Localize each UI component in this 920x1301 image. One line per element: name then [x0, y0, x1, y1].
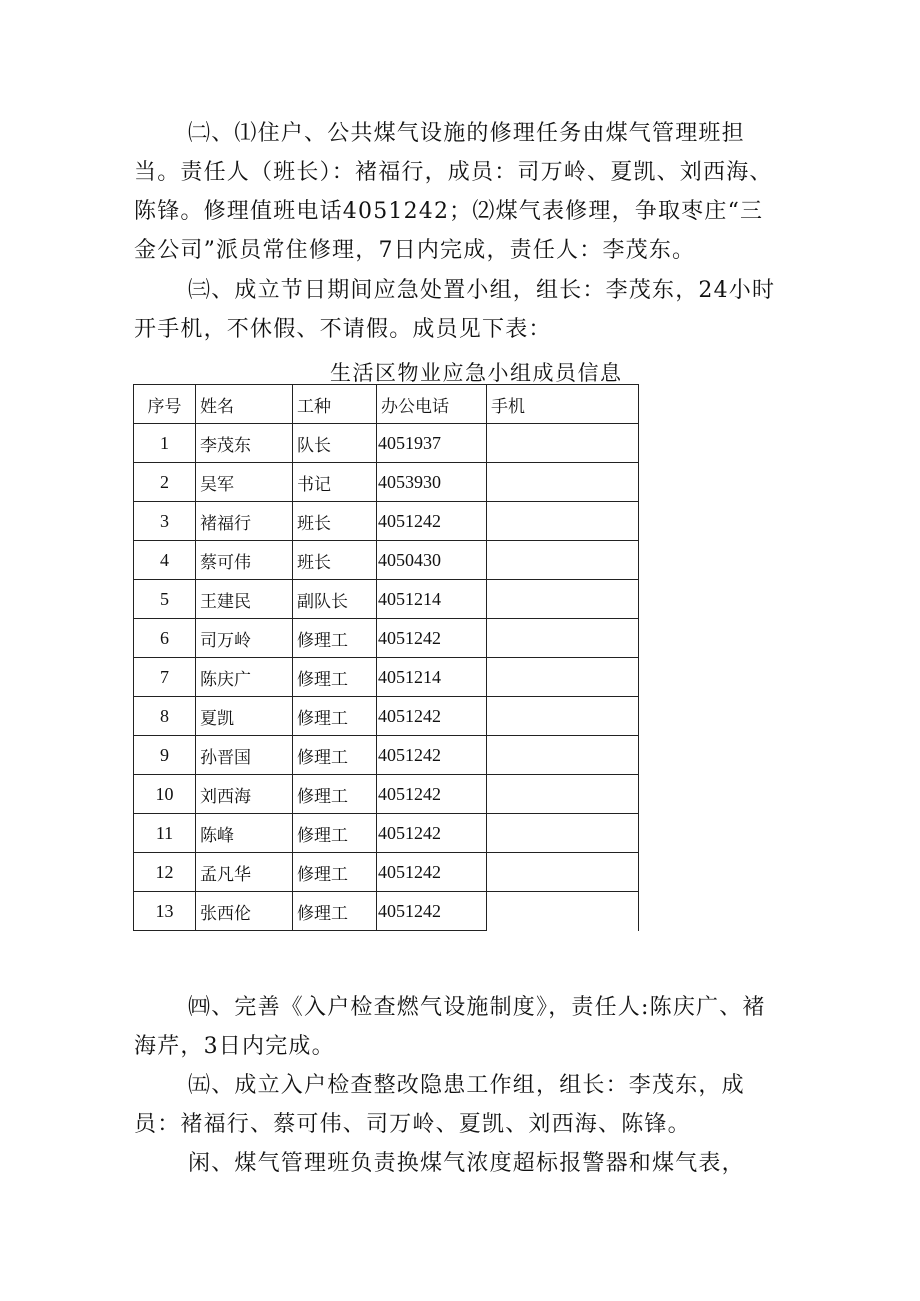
cell-mobile: [487, 502, 639, 541]
cell-mobile: [487, 736, 639, 775]
cell-office-phone: 4051937: [377, 424, 487, 463]
cell-job: 班长: [293, 541, 377, 580]
table-row: [134, 463, 639, 502]
cell-office-phone: 4051214: [377, 658, 487, 697]
cell-name: 吴军: [196, 463, 293, 502]
cell-num: 11: [134, 814, 196, 853]
cell-job: 修理工: [293, 892, 377, 931]
cell-name: 孟凡华: [196, 853, 293, 892]
cell-mobile: [487, 541, 639, 580]
cell-num: 7: [134, 658, 196, 697]
cell-name: 陈峰: [196, 814, 293, 853]
cell-num: 13: [134, 892, 196, 931]
cell-mobile: [487, 697, 639, 736]
cell-name: 陈庆广: [196, 658, 293, 697]
header-mobile: 手机: [487, 385, 639, 424]
cell-num: 10: [134, 775, 196, 814]
cell-office-phone: 4051242: [377, 853, 487, 892]
cell-mobile: [487, 580, 639, 619]
cell-mobile: [487, 853, 639, 892]
cell-job: 修理工: [293, 814, 377, 853]
table-row: [134, 658, 639, 697]
cell-name: 褚福行: [196, 502, 293, 541]
table-row: [134, 736, 639, 775]
cell-num: 6: [134, 619, 196, 658]
members-table: [133, 384, 639, 931]
table-row: [134, 697, 639, 736]
cell-mobile: [487, 658, 639, 697]
cell-job: 修理工: [293, 736, 377, 775]
cell-name: 蔡可伟: [196, 541, 293, 580]
table-row: [134, 580, 639, 619]
table-row: [134, 814, 639, 853]
table-row: [134, 619, 639, 658]
table-row: [134, 775, 639, 814]
cell-mobile: [487, 814, 639, 853]
cell-office-phone: 4053930: [377, 463, 487, 502]
cell-job: 修理工: [293, 697, 377, 736]
header-office-phone: 办公电话: [377, 385, 487, 424]
cell-job: 班长: [293, 502, 377, 541]
cell-office-phone: 4051242: [377, 775, 487, 814]
header-job: 工种: [293, 385, 377, 424]
cell-mobile: [487, 463, 639, 502]
cell-mobile: [487, 775, 639, 814]
cell-office-phone: 4051242: [377, 814, 487, 853]
cell-mobile: [487, 892, 639, 931]
cell-name: 司万岭: [196, 619, 293, 658]
cell-mobile: [487, 619, 639, 658]
cell-name: 张西伦: [196, 892, 293, 931]
cell-mobile: [487, 424, 639, 463]
cell-num: 9: [134, 736, 196, 775]
cell-name: 刘西海: [196, 775, 293, 814]
cell-num: 4: [134, 541, 196, 580]
cell-num: 3: [134, 502, 196, 541]
cell-name: 李茂东: [196, 424, 293, 463]
header-name: 姓名: [196, 385, 293, 424]
cell-num: 8: [134, 697, 196, 736]
table-title: 生活区物业应急小组成员信息: [330, 361, 623, 385]
table-row: [134, 892, 639, 931]
table-row: [134, 424, 639, 463]
cell-office-phone: 4051242: [377, 736, 487, 775]
table-body: [134, 424, 639, 931]
cell-office-phone: 4050430: [377, 541, 487, 580]
cell-job: 队长: [293, 424, 377, 463]
paragraph-5: ㈤、成立入户检查整改隐患工作组，组长：李茂东，成员：褚福行、蔡可伟、司万岭、夏凯、刘西海、陈锋。: [134, 1073, 745, 1137]
cell-name: 王建民: [196, 580, 293, 619]
cell-office-phone: 4051242: [377, 619, 487, 658]
cell-job: 修理工: [293, 853, 377, 892]
cell-office-phone: 4051242: [377, 892, 487, 931]
table-header-row: [134, 385, 639, 424]
cell-name: 孙晋国: [196, 736, 293, 775]
cell-job: 修理工: [293, 658, 377, 697]
table-row: [134, 541, 639, 580]
paragraph-3: ㈢、成立节日期间应急处置小组，组长：李茂东，24小时开手机，不休假、不请假。成员见下表：: [134, 278, 776, 342]
cell-office-phone: 4051242: [377, 697, 487, 736]
paragraph-6: 闲、煤气管理班负责换煤气浓度超标报警器和煤气表，: [188, 1151, 745, 1176]
cell-job: 修理工: [293, 619, 377, 658]
paragraph-4: ㈣、完善《入户检查燃气设施制度》，责任人:陈庆广、褚海芹，3日内完成。: [134, 995, 766, 1059]
cell-num: 2: [134, 463, 196, 502]
cell-job: 书记: [293, 463, 377, 502]
cell-office-phone: 4051214: [377, 580, 487, 619]
header-num: 序号: [134, 385, 196, 424]
cell-job: 副队长: [293, 580, 377, 619]
cell-num: 1: [134, 424, 196, 463]
paragraph-2: ㈡、⑴住户、公共煤气设施的修理任务由煤气管理班担当。责任人（班长）：褚福行，成员：司万岭、夏凯、刘西海、陈锋。修理值班电话4051242；⑵煤气表修理，争取枣庄“三金公司”派员常住修理，7日内完成，责任人：李茂东。: [134, 121, 773, 263]
cell-num: 12: [134, 853, 196, 892]
cell-num: 5: [134, 580, 196, 619]
cell-name: 夏凯: [196, 697, 293, 736]
cell-office-phone: 4051242: [377, 502, 487, 541]
table-row: [134, 853, 639, 892]
table-row: [134, 502, 639, 541]
cell-job: 修理工: [293, 775, 377, 814]
